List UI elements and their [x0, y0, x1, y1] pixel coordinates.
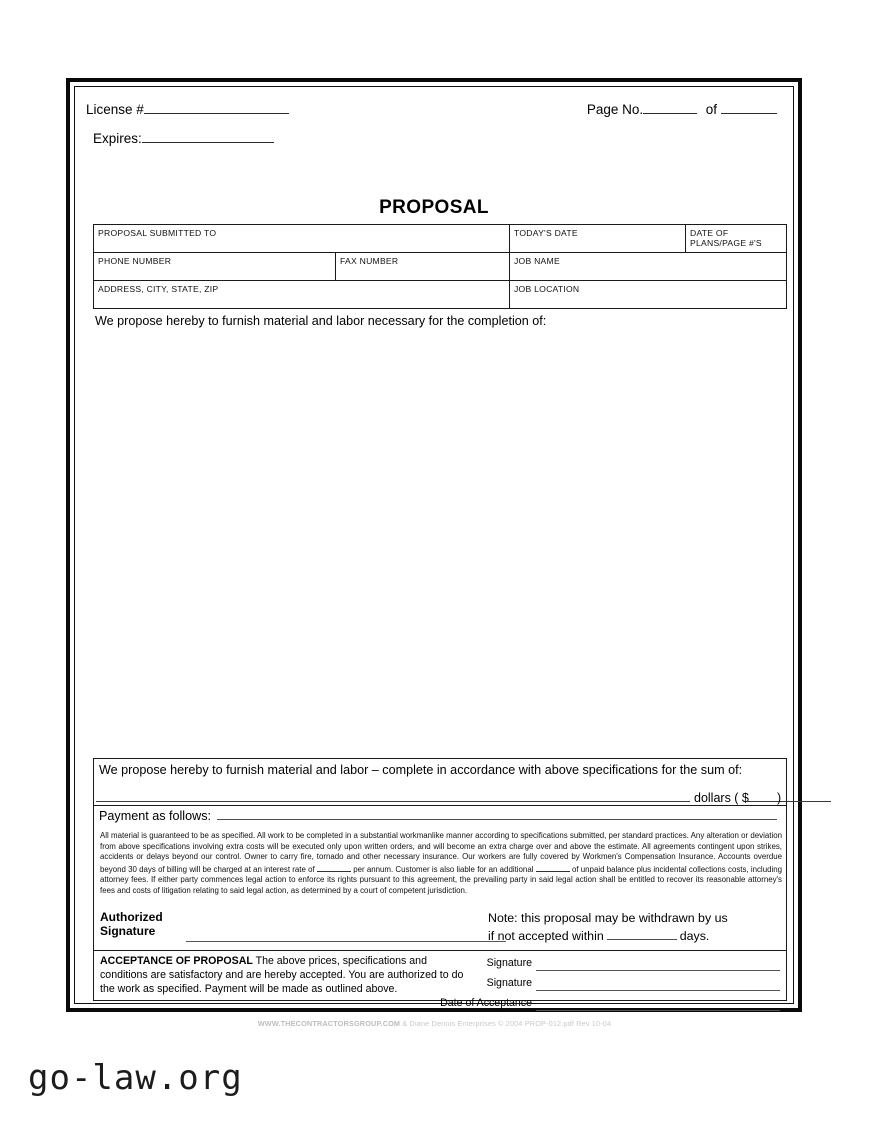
closing-paren-label: )	[777, 791, 782, 805]
authorized-label-line1: Authorized	[100, 910, 163, 924]
signature-label: Signature	[486, 957, 532, 969]
footer-copyright: & Diane Dennis Enterprises © 2004 PROP-012.pdf Rev 10-04	[400, 1019, 612, 1028]
note-line-1: Note: this proposal may be withdrawn by us	[488, 911, 728, 925]
date-of-acceptance-row	[434, 995, 782, 1015]
cell-label: JOB NAME	[514, 256, 560, 266]
divider-above-acceptance	[94, 950, 786, 951]
cell-fax-number[interactable]	[335, 252, 510, 281]
page-no-label: Page No.	[586, 102, 644, 117]
cell-label: JOB LOCATION	[514, 284, 580, 294]
scope-of-work-prompt: We propose hereby to furnish material and labor necessary for the completion of:	[95, 314, 547, 328]
cell-address-city-state-zip[interactable]	[93, 280, 510, 309]
acceptance-signature-grid	[434, 955, 782, 1015]
authorized-signature-label	[100, 910, 163, 938]
license-field-row	[86, 101, 289, 117]
signature-label: Signature	[486, 977, 532, 989]
additional-percent-blank[interactable]	[536, 863, 570, 872]
cell-phone-number[interactable]	[93, 252, 336, 281]
amount-words-input-line[interactable]	[96, 787, 690, 802]
expires-label: Expires:	[93, 131, 142, 146]
page-no-input-line[interactable]	[643, 101, 697, 114]
payment-input-line[interactable]	[217, 807, 777, 820]
acceptance-of-proposal-text	[100, 955, 470, 996]
expires-field-row	[93, 130, 274, 146]
note-line-2-suffix: days.	[679, 929, 710, 943]
withdrawal-note	[488, 910, 778, 945]
terms-fine-print	[100, 831, 782, 897]
cell-job-name[interactable]	[509, 252, 787, 281]
date-of-acceptance-input-line[interactable]	[536, 1010, 780, 1011]
signature-row	[434, 975, 782, 995]
note-line-2	[488, 927, 778, 945]
fine-print-part-1: All material is guaranteed to be as specified. All work to be completed in a substantial workmanlike manner according to specifications submitted, per standard practices. Any alteration or deviation from above specifications involving extra costs will be executed only upon written orders, and will become an extra charge over and above the estimate. All agreements contingent upon strikes, accidents or delays beyond our control. Owner to carry fire, tornado and other necessary insurance. Our workers are fully covered by Workmen's Compensation Insurance. Accounts overdue beyond 30 days of billing will be charged at an interest rate of	[100, 831, 782, 874]
cell-label: ADDRESS, CITY, STATE, ZIP	[98, 284, 219, 294]
site-watermark: go-law.org	[28, 1058, 243, 1098]
license-label: License #	[86, 102, 144, 117]
page-title: PROPOSAL	[379, 197, 489, 218]
proposal-form-sheet	[75, 87, 793, 1009]
license-input-line[interactable]	[144, 101, 289, 114]
proposal-info-table	[93, 224, 787, 305]
page-of-label: of	[705, 102, 717, 117]
payment-label: Payment as follows:	[99, 809, 211, 823]
page-border-frame	[66, 78, 802, 1012]
cell-label: PROPOSAL SUBMITTED TO	[98, 228, 217, 238]
authorized-signature-zone	[94, 910, 786, 950]
payment-terms-row	[99, 807, 777, 823]
acceptance-heading: ACCEPTANCE OF PROPOSAL	[100, 955, 253, 967]
page-total-input-line[interactable]	[721, 101, 777, 114]
cell-label: FAX NUMBER	[340, 256, 399, 266]
expires-input-line[interactable]	[142, 130, 274, 143]
amount-line-row	[94, 784, 786, 804]
terms-and-signature-block	[93, 758, 787, 1009]
sum-statement: We propose hereby to furnish material and labor – complete in accordance with above specifications for the sum of:	[99, 763, 743, 777]
authorized-signature-input-line[interactable]	[186, 941, 506, 942]
interest-rate-blank[interactable]	[317, 863, 351, 872]
page-inner-border	[74, 86, 794, 1009]
fine-print-part-3: of unpaid balance plus incidental collections costs, including attorney fees. If either party commences legal action to enforce its rights pursuant to this agreement, the prevailing party in said legal action shall be entitled to recover its reasonable attorney's fees and costs of litigation relating to said legal action, as determined by a court of competent jurisdiction.	[100, 864, 782, 895]
withdrawal-days-input-line[interactable]	[607, 927, 677, 940]
amount-numeric-input-line[interactable]	[746, 787, 831, 802]
cell-label: PHONE NUMBER	[98, 256, 172, 266]
signature-row	[434, 955, 782, 975]
cell-date-of-plans[interactable]	[685, 224, 787, 253]
fine-print-part-2: per annum. Customer is also liable for an additional	[350, 864, 536, 874]
dollars-label: dollars ( $	[694, 791, 749, 805]
page-number-row	[587, 101, 777, 117]
cell-todays-date[interactable]	[509, 224, 686, 253]
note-line-2-prefix: if not accepted within	[488, 929, 604, 943]
divider-above-payment	[94, 805, 786, 806]
document-footer	[0, 1019, 869, 1028]
signature-input-line[interactable]	[536, 970, 780, 971]
cell-job-location[interactable]	[509, 280, 787, 309]
cell-label: DATE OF PLANS/PAGE #'S	[690, 228, 762, 248]
cell-proposal-submitted-to[interactable]	[93, 224, 510, 253]
date-of-acceptance-label: Date of Acceptance	[440, 997, 532, 1009]
signature-input-line[interactable]	[536, 990, 780, 991]
cell-label: TODAY'S DATE	[514, 228, 578, 238]
authorized-label-line2: Signature	[100, 924, 156, 938]
footer-website: WWW.THECONTRACTORSGROUP.COM	[257, 1019, 401, 1028]
acceptance-body: The above prices, specifications and conditions are satisfactory and are hereby accepted. You are authorized to do the work as specified. Payment will be made as outlined above.	[100, 955, 464, 995]
